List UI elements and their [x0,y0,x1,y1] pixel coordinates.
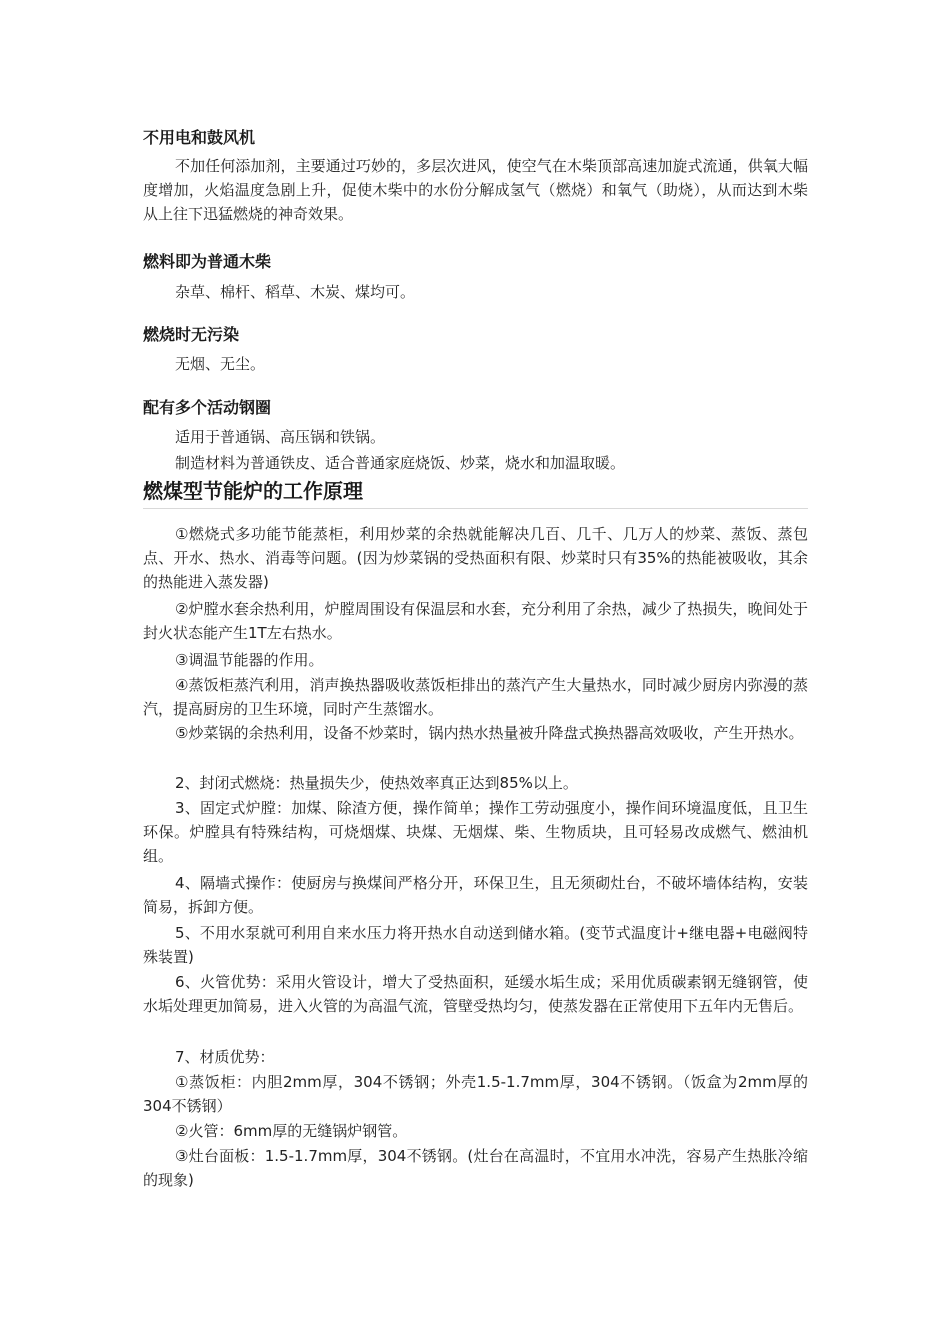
principle-paragraph: ③灶台面板：1.5-1.7mm厚，304不锈钢。(灶台在高温时，不宜用水冲洗，容易产生热胀冷缩的现象) [143,1147,808,1189]
title-divider [143,508,808,509]
section-heading-steel-rings: 配有多个活动钢圈 [143,398,272,417]
principle-paragraph: 2、封闭式燃烧：热量损失少，使热效率真正达到85%以上。 [175,774,578,792]
section-paragraph: 不加任何添加剂，主要通过巧妙的，多层次进风，使空气在木柴顶部高速加旋式流通，供氧大幅度增加，火焰温度急剧上升，促使木柴中的水份分解成氢气（燃烧）和氧气（助烧），从而达到木柴从上往下迅猛燃烧的神奇效果。 [143,157,808,223]
principle-paragraph: ①燃烧式多功能节能蒸柜，利用炒菜的余热就能解决几百、几千、几万人的炒菜、蒸饭、蒸包点、开水、热水、消毒等问题。(因为炒菜锅的受热面积有限、炒菜时只有35%的热能被吸收，其余的热能进入蒸发器) [143,525,808,591]
principle-paragraph: 4、隔墙式操作：使厨房与换煤间严格分开，环保卫生，且无须砌灶台，不破坏墙体结构，安装简易，拆卸方便。 [143,874,808,916]
principle-paragraph: 7、材质优势： [175,1048,275,1066]
section-heading-no-pollution: 燃烧时无污染 [143,325,240,344]
section-paragraph: 无烟、无尘。 [175,355,266,373]
principle-paragraph: ②炉膛水套余热利用，炉膛周围设有保温层和水套，充分利用了余热，减少了热损失，晚间处于封火状态能产生1T左右热水。 [143,600,808,642]
principle-title: 燃煤型节能炉的工作原理 [143,479,363,503]
section-paragraph: 适用于普通锅、高压锅和铁锅。 [175,428,386,446]
section-heading-no-electricity: 不用电和鼓风机 [143,128,256,147]
principle-paragraph: ①蒸饭柜：内胆2mm厚，304不锈钢；外壳1.5-1.7mm厚，304不锈钢。（饭盒为2mm厚的304不锈钢） [143,1073,808,1115]
principle-paragraph: 5、不用水泵就可利用自来水压力将开热水自动送到储水箱。(变节式温度计+继电器+电磁阀特殊装置) [143,924,808,966]
principle-paragraph: ④蒸饭柜蒸汽利用，消声换热器吸收蒸饭柜排出的蒸汽产生大量热水，同时减少厨房内弥漫的蒸汽，提高厨房的卫生环境，同时产生蒸馏水。 [143,676,808,718]
principle-paragraph: ⑤炒菜锅的余热利用，设备不炒菜时，锅内热水热量被升降盘式换热器高效吸收，产生开热水。 [175,724,804,742]
principle-paragraph: 3、固定式炉膛：加煤、除渣方便，操作简单；操作工劳动强度小，操作间环境温度低，且卫生环保。炉膛具有特殊结构，可烧烟煤、块煤、无烟煤、柴、生物质块，且可轻易改成燃气、燃油机组。 [143,799,808,865]
principle-paragraph: ②火管：6mm厚的无缝锅炉钢管。 [175,1122,408,1140]
principle-paragraph: ③调温节能器的作用。 [175,651,324,669]
section-paragraph: 杂草、棉杆、稻草、木炭、煤均可。 [175,283,416,301]
principle-paragraph: 6、火管优势：采用火管设计，增大了受热面积，延缓水垢生成；采用优质碳素钢无缝钢管，使水垢处理更加简易，进入火管的为高温气流，管壁受热均匀，使蒸发器在正常使用下五年内无售后。 [143,973,808,1015]
section-paragraph: 制造材料为普通铁皮、适合普通家庭烧饭、炒菜，烧水和加温取暖。 [175,454,626,472]
section-heading-fuel: 燃料即为普通木柴 [143,252,272,271]
